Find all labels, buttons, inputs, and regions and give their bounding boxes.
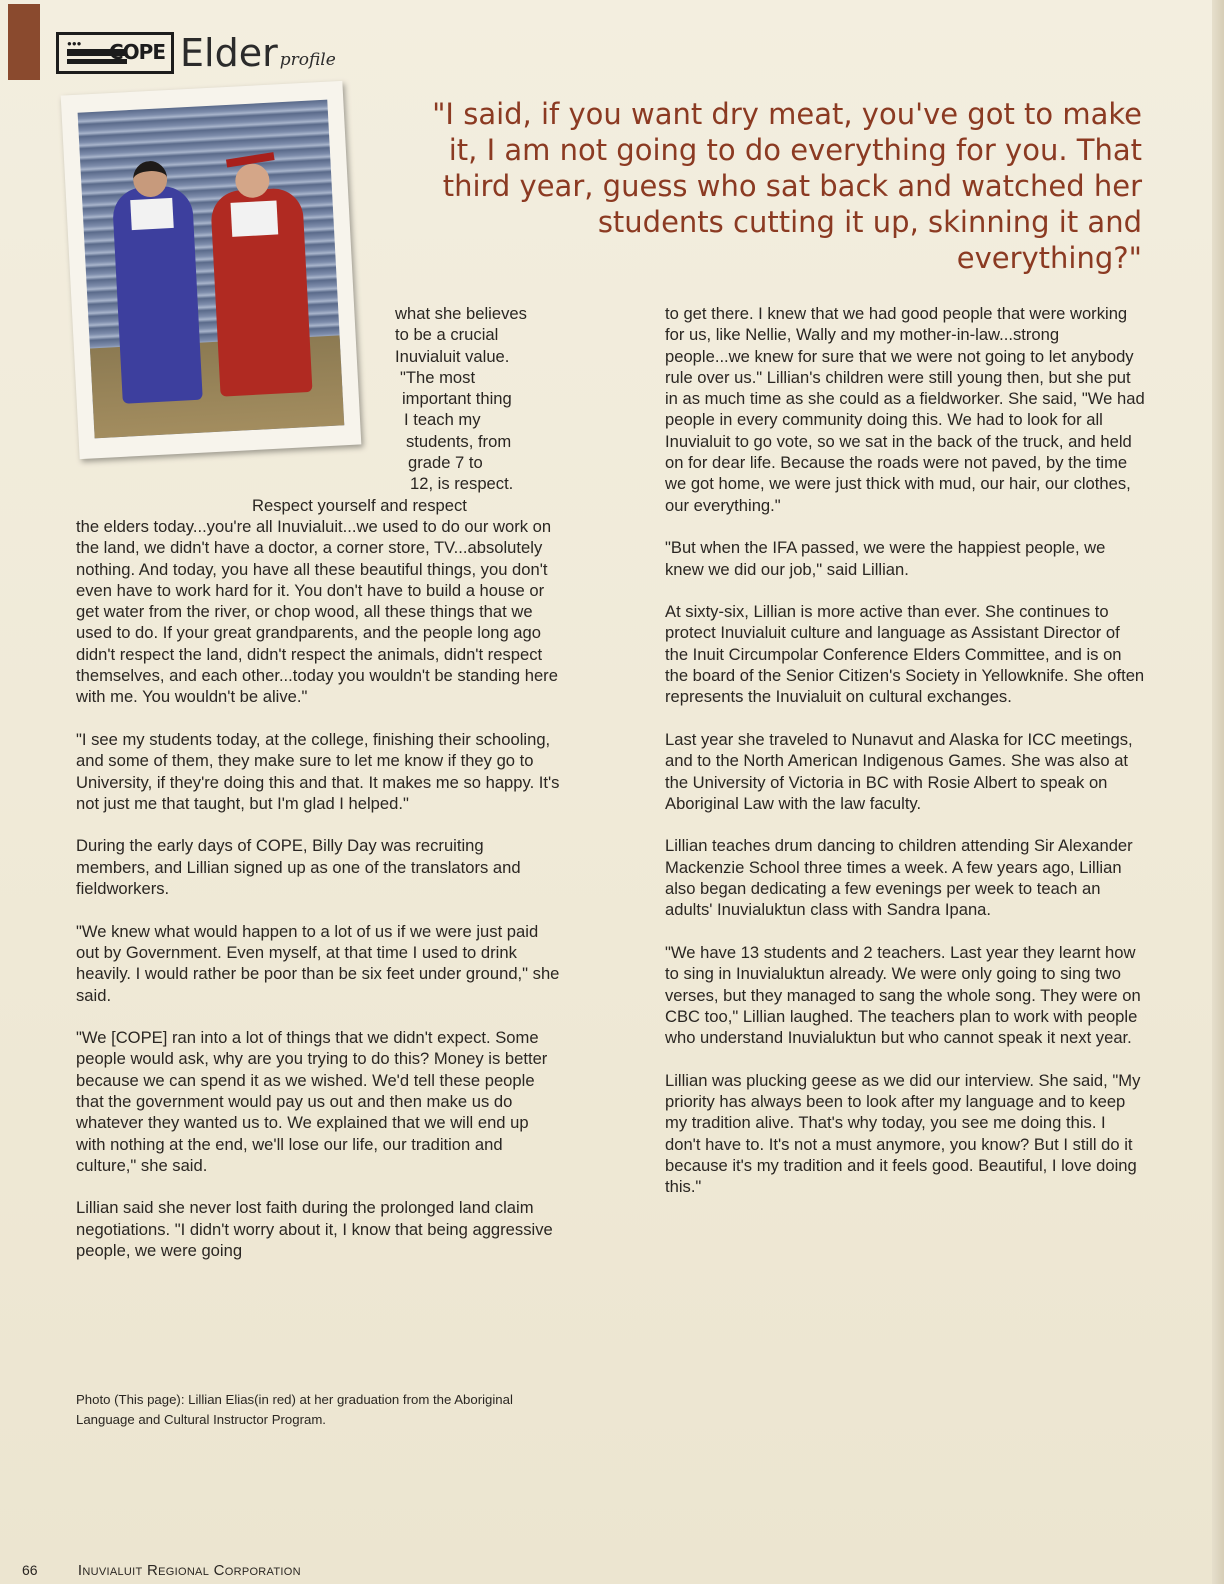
- text-line: I teach my: [404, 410, 481, 430]
- text-line: Respect yourself and respect: [252, 495, 467, 515]
- text-line: 12, is respect.: [410, 474, 514, 494]
- text-line: "The most: [400, 367, 476, 387]
- section-subtitle: profile: [279, 50, 336, 70]
- section-title: Elder: [180, 31, 278, 75]
- paragraph: At sixty-six, Lillian is more active than ever. She continues to protect Inuvialuit culture and language as Assistant Director of the Inuit Circumpolar Conference Elders Committee, and is on the board of the Senior Citizen's Society in Yellowknife. She often represents the Inuvialuit on cultural exchanges.: [665, 602, 1145, 707]
- left-column: [76, 303, 560, 1283]
- paragraph: Lillian teaches drum dancing to children attending Sir Alexander Mackenzie School three times a week. A few years ago, Lillian also began dedicating a few evenings per week to teach an adults' Inuvialuktun class with Sandra Ipana.: [665, 836, 1133, 920]
- text-line: to be a crucial: [395, 325, 499, 345]
- wrapped-intro: [76, 303, 560, 516]
- paragraph: "We have 13 students and 2 teachers. Last year they learnt how to sing in Inuvialuktun already. We were only going to sing two verses, but they managed to sang the whole song. They were on CBC too," Lillian laughed. The teachers plan to work with people who understand Inuvialuktun but who cannot speak it next year.: [665, 942, 1141, 1048]
- page-edge-tab: [8, 4, 40, 80]
- section-header: [56, 24, 336, 74]
- paragraph: "But when the IFA passed, we were the happiest people, we knew we did our job," said Lillian.: [665, 538, 1106, 579]
- cope-logo: ●●● COPE: [56, 32, 174, 74]
- right-column: [665, 303, 1145, 1219]
- text-line: important thing: [402, 389, 512, 409]
- paragraph: the elders today...you're all Inuvialuit...we used to do our work on the land, we didn't have a doctor, a corner store, TV...absolutely nothing. And today, you have all these beautiful things, you don't even have to work hard for it. You don't have to build a house or get water from the river, or chop wood, all these things that we used to do. If your great grandparents, and the people long ago didn't respect the land, didn't respect the animals, didn't respect themselves, and each other...today you wouldn't be standing here with me. You wouldn't be alive.": [76, 516, 558, 707]
- paragraph: "I see my students today, at the college, finishing their schooling, and some of them, they make sure to let me know if they go to University, if they're doing this and that. It makes me so happy. It's not just me that taught, but I'm glad I helped.": [76, 729, 560, 813]
- photo-caption: Photo (This page): Lillian Elias(in red) at her graduation from the Aboriginal Language and Cultural Instructor Program.: [76, 1392, 513, 1427]
- page-footer: [22, 1562, 301, 1579]
- text-line: Inuvialuit value.: [395, 346, 510, 366]
- page-right-edge: [1212, 0, 1224, 1584]
- paragraph: Last year she traveled to Nunavut and Alaska for ICC meetings, and to the North American Indigenous Games. She was also at the University of Victoria in BC with Rosie Albert to speak on Aboriginal Law with the law faculty.: [665, 729, 1133, 813]
- paragraph: During the early days of COPE, Billy Day was recruiting members, and Lillian signed up as one of the translators and fieldworkers.: [76, 836, 521, 899]
- cope-logo-text: COPE: [109, 40, 165, 64]
- page-number: 66: [22, 1562, 38, 1578]
- paragraph: "We knew what would happen to a lot of us if we were just paid out by Government. Even myself, at that time I used to drink heavily. I would rather be poor than be six feet under ground," she said.: [76, 921, 560, 1005]
- paragraph: Lillian said she never lost faith during the prolonged land claim negotiations. "I didn't worry about it, I know that being aggressive people, we were going: [76, 1198, 553, 1261]
- publication-name: Inuvialuit Regional Corporation: [77, 1562, 301, 1579]
- paragraph: "We [COPE] ran into a lot of things that we didn't expect. Some people would ask, why are you trying to do this? Money is better because we can spend it as we wished. We'd tell these people that the government would pay us out and then make us do whatever they wanted us to. We explained that we will end up with nothing at the end, we'll lose our life, our tradition and culture," she said.: [76, 1028, 548, 1175]
- paragraph: to get there. I knew that we had good people that were working for us, like Nellie, Wally and my mother-in-law...strong people...we knew for sure that we were not going to let anybody rule over us." Lillian's children were still young then, but she put in as much time as she could as a fieldworker. She said, "We had people in every community doing this. We had to look for all Inuvialuit to go vote, so we sat in the back of the truck, and held on for dear life. Because the roads were not paved, by the time we got home, we were just thick with mud, our hair, our clothes, our everything.": [665, 304, 1145, 515]
- text-line: what she believes: [395, 304, 527, 323]
- pull-quote: "I said, if you want dry meat, you've got to make it, I am not going to do everything for you. That third year, guess who sat back and watched her students cutting it up, skinning it and everything?": [432, 97, 1142, 275]
- text-line: students, from: [406, 431, 512, 451]
- paragraph: Lillian was plucking geese as we did our interview. She said, "My priority has always been to look after my language and to keep my tradition alive. That's why today, you see me doing this. I don't have to. It's not a must anymore, you know? But I still do it because it's my tradition and it feels good. Beautiful, I love doing this.": [665, 1070, 1141, 1197]
- text-line: grade 7 to: [408, 453, 483, 473]
